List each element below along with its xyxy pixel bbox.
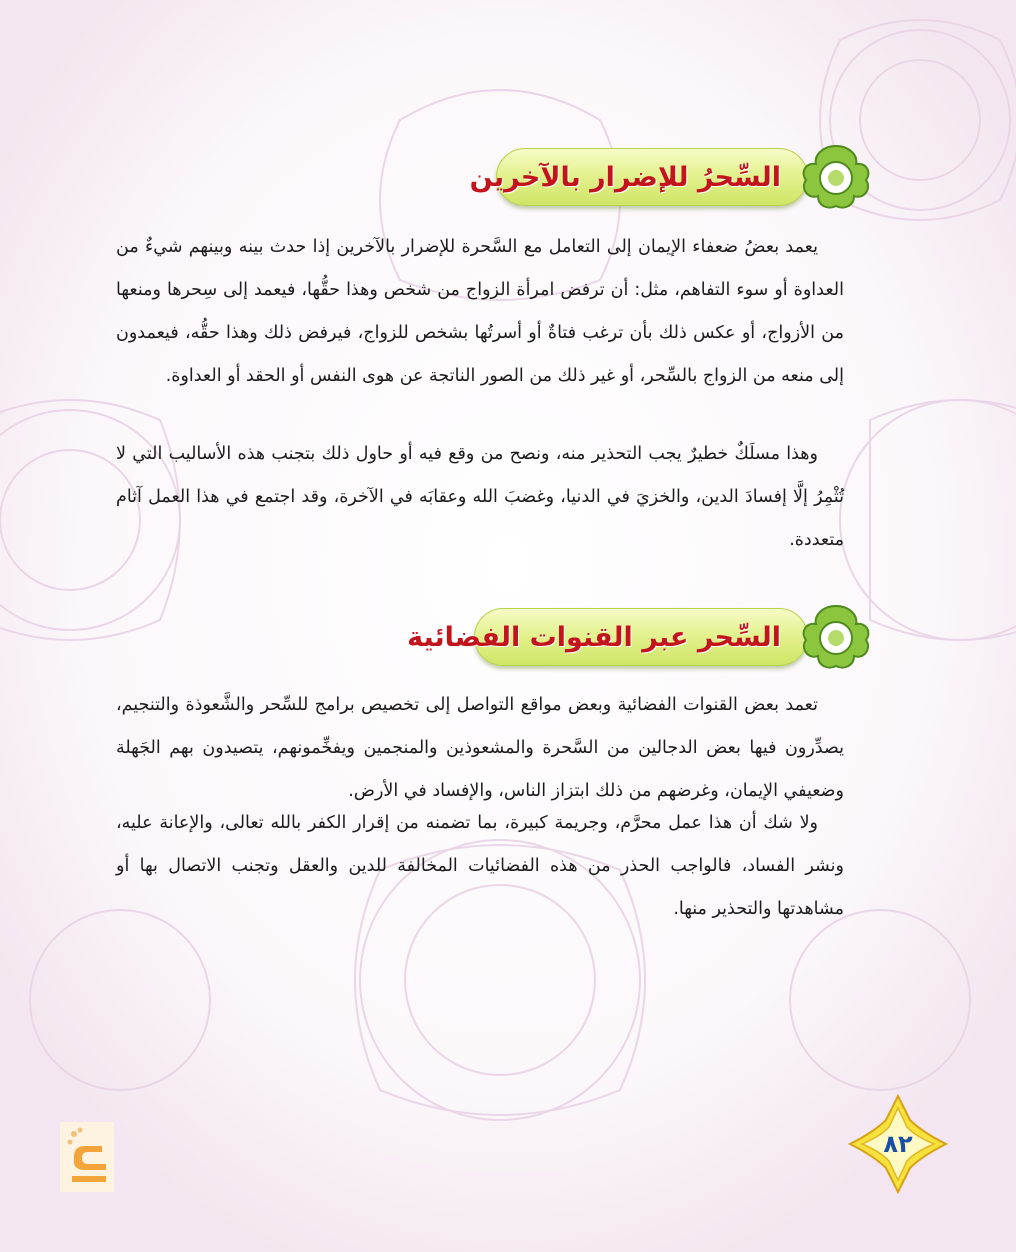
section1-heading: السِّحرُ للإضرار بالآخرين xyxy=(469,161,781,193)
section2-heading-banner xyxy=(407,608,872,666)
floral-ornament-icon xyxy=(800,602,872,672)
floral-ornament-icon xyxy=(800,142,872,212)
section2-heading-pill xyxy=(407,608,808,666)
section1-paragraph-1: يعمد بعضُ ضعفاء الإيمان إلى التعامل مع السَّحرة للإضرار بالآخرين إذا حدث بينه وبينهم شيءٌ من العداوة أو سوء التفاهم، مثل: أن ترفض امرأة الزواج من شخص وهذا حقُّها، فيعمد إلى سِحرها ومنعها من الأزواج، أو عكس ذلك بأن ترغب فتاةٌ أو أسرتُها بشخص للزواج، فيرفض ذلك وهذا حقُّه، فيعمدون إلى منعه من الزواج بالسِّحر، أو غير ذلك من الصور الناتجة عن هوى النفس أو الحقد أو العداوة. xyxy=(116,237,844,386)
section2-paragraph-1: تعمد بعض القنوات الفضائية وبعض مواقع التواصل إلى تخصيص برامج للسِّحر والشَّعوذة والتنجيم، يصدِّرون فيها بعض الدجالين من السَّحرة والمشعوذين والمنجمين ويفخِّمونهم، يتصيدون بهم الجَهلة وضعيفي الإيمان، وغرضهم من ذلك ابتزاز الناس، والإفساد في الأرض. xyxy=(116,695,844,801)
page-number-badge xyxy=(848,1094,948,1194)
section1-heading-pill xyxy=(469,148,808,206)
page-number: ٨٢ xyxy=(883,1130,913,1158)
section2-heading: السِّحر عبر القنوات الفضائية xyxy=(407,621,781,653)
publisher-logo-icon xyxy=(60,1122,114,1192)
section2-paragraph-2: ولا شك أن هذا عمل محرَّم، وجريمة كبيرة، بما تضمنه من إقرار الكفر بالله تعالى، والإعانة عليه، ونشر الفساد، فالواجب الحذر من هذه الفضائيات المخالفة للدين والعقل وتجنب الاتصال بها أو مشاهدتها والتحذير منها. xyxy=(116,813,844,919)
section1-paragraph-2: وهذا مسلَكٌ خطيرٌ يجب التحذير منه، ونصح من وقع فيه أو حاول ذلك بتجنب هذه الأساليب التي لا تُثْمِرُ إلَّا إفسادَ الدين، والخزيَ في الدنيا، وغضبَ الله وعقابَه في الآخرة، وقد اجتمع في هذا العمل آثام متعددة. xyxy=(116,444,844,550)
section1-heading-banner xyxy=(469,148,872,206)
